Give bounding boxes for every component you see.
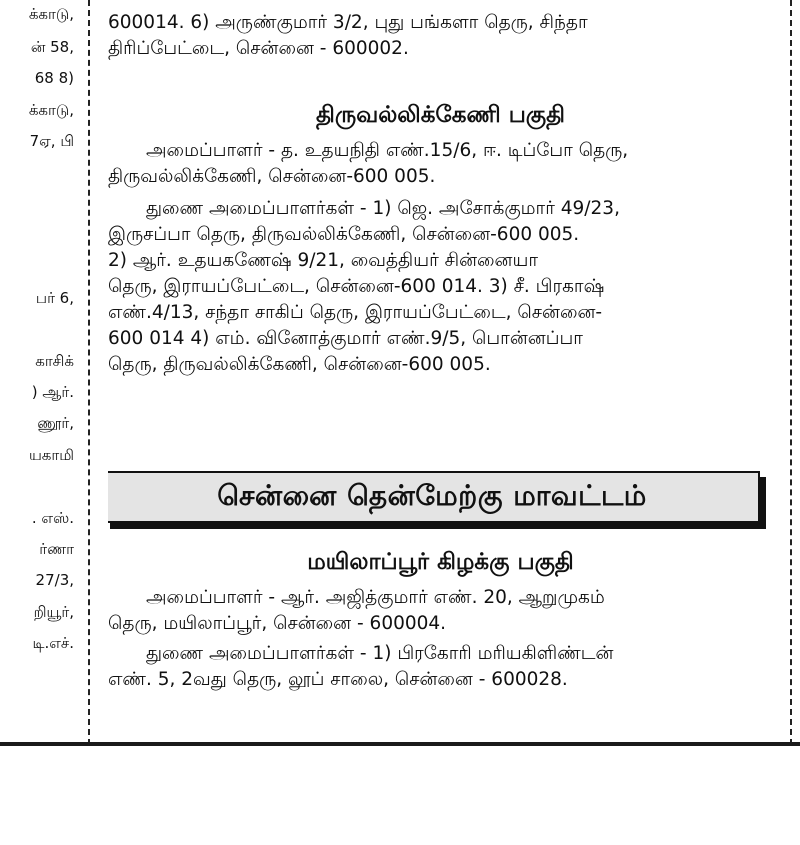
left-line: . எஸ். xyxy=(31,509,74,527)
section-triplicane xyxy=(108,98,773,378)
district-banner: சென்னை தென்மேற்கு மாவட்டம் xyxy=(108,471,760,523)
bottom-rule xyxy=(0,742,800,746)
top-paragraph xyxy=(108,10,773,62)
section-heading: திருவல்லிக்கேணி பகுதி xyxy=(316,102,565,128)
column-divider xyxy=(790,0,792,745)
text-line: திரிப்பேட்டை, சென்னை - 600002. xyxy=(108,38,409,59)
left-line: 7ஏ, பி xyxy=(29,132,74,150)
text-line: எண்.4/13, சந்தா சாகிப் தெரு, இராயப்பேட்டை, சென்னை- xyxy=(108,302,603,323)
section-mylapore xyxy=(108,545,773,693)
left-line: ணூர், xyxy=(37,414,74,432)
text-line: இருசப்பா தெரு, திருவல்லிக்கேணி, சென்னை-600 005. xyxy=(108,224,580,245)
text-line: தெரு, மயிலாப்பூர், சென்னை - 600004. xyxy=(108,613,447,634)
main-column xyxy=(108,0,773,745)
left-line: டி.எச். xyxy=(32,634,74,652)
left-column-fragment xyxy=(0,0,80,745)
section-heading: மயிலாப்பூர் கிழக்கு பகுதி xyxy=(307,549,574,575)
text-line: தெரு, இராயப்பேட்டை, சென்னை-600 014. 3) சீ. பிரகாஷ் xyxy=(108,276,605,297)
left-line: க்காடு, xyxy=(28,5,74,23)
text-line: தெரு, திருவல்லிக்கேணி, சென்னை-600 005. xyxy=(108,354,491,375)
left-line: ) ஆர். xyxy=(31,383,74,401)
text-line: துணை அமைப்பாளர்கள் - 1) ஜெ. அசோக்குமார் 49/23, xyxy=(146,198,620,219)
left-line: 68 8) xyxy=(34,69,74,87)
text-line: எண். 5, 2வது தெரு, லூப் சாலை, சென்னை - 600028. xyxy=(108,669,568,690)
left-line: றியூர், xyxy=(33,603,74,621)
text-line: 600 014 4) எம். வினோத்குமார் எண்.9/5, பொன்னப்பா xyxy=(108,328,583,349)
text-line: துணை அமைப்பாளர்கள் - 1) பிரகோரி மரியகிளிண்டன் xyxy=(146,643,614,664)
text-line: 2) ஆர். உதயகணேஷ் 9/21, வைத்தியர் சின்னையா xyxy=(108,250,539,271)
left-line: ன் 58, xyxy=(30,38,74,56)
left-line: 27/3, xyxy=(35,571,74,589)
column-divider xyxy=(88,0,90,745)
left-line: க்காடு, xyxy=(28,101,74,119)
left-line: யகாமி xyxy=(28,446,74,464)
text-line: அமைப்பாளர் - ஆர். அஜித்குமார் எண். 20, ஆறுமுகம் xyxy=(146,587,605,608)
text-line: அமைப்பாளர் - த. உதயநிதி எண்.15/6, ஈ. டிப்போ தெரு, xyxy=(146,140,629,161)
left-line: பர் 6, xyxy=(35,289,74,307)
text-line: திருவல்லிக்கேணி, சென்னை-600 005. xyxy=(108,166,436,187)
text-line: 600014. 6) அருண்குமார் 3/2, புது பங்களா தெரு, சிந்தா xyxy=(108,12,588,33)
left-line: காசிக் xyxy=(35,352,74,370)
left-line: ர்ணா xyxy=(39,540,74,558)
